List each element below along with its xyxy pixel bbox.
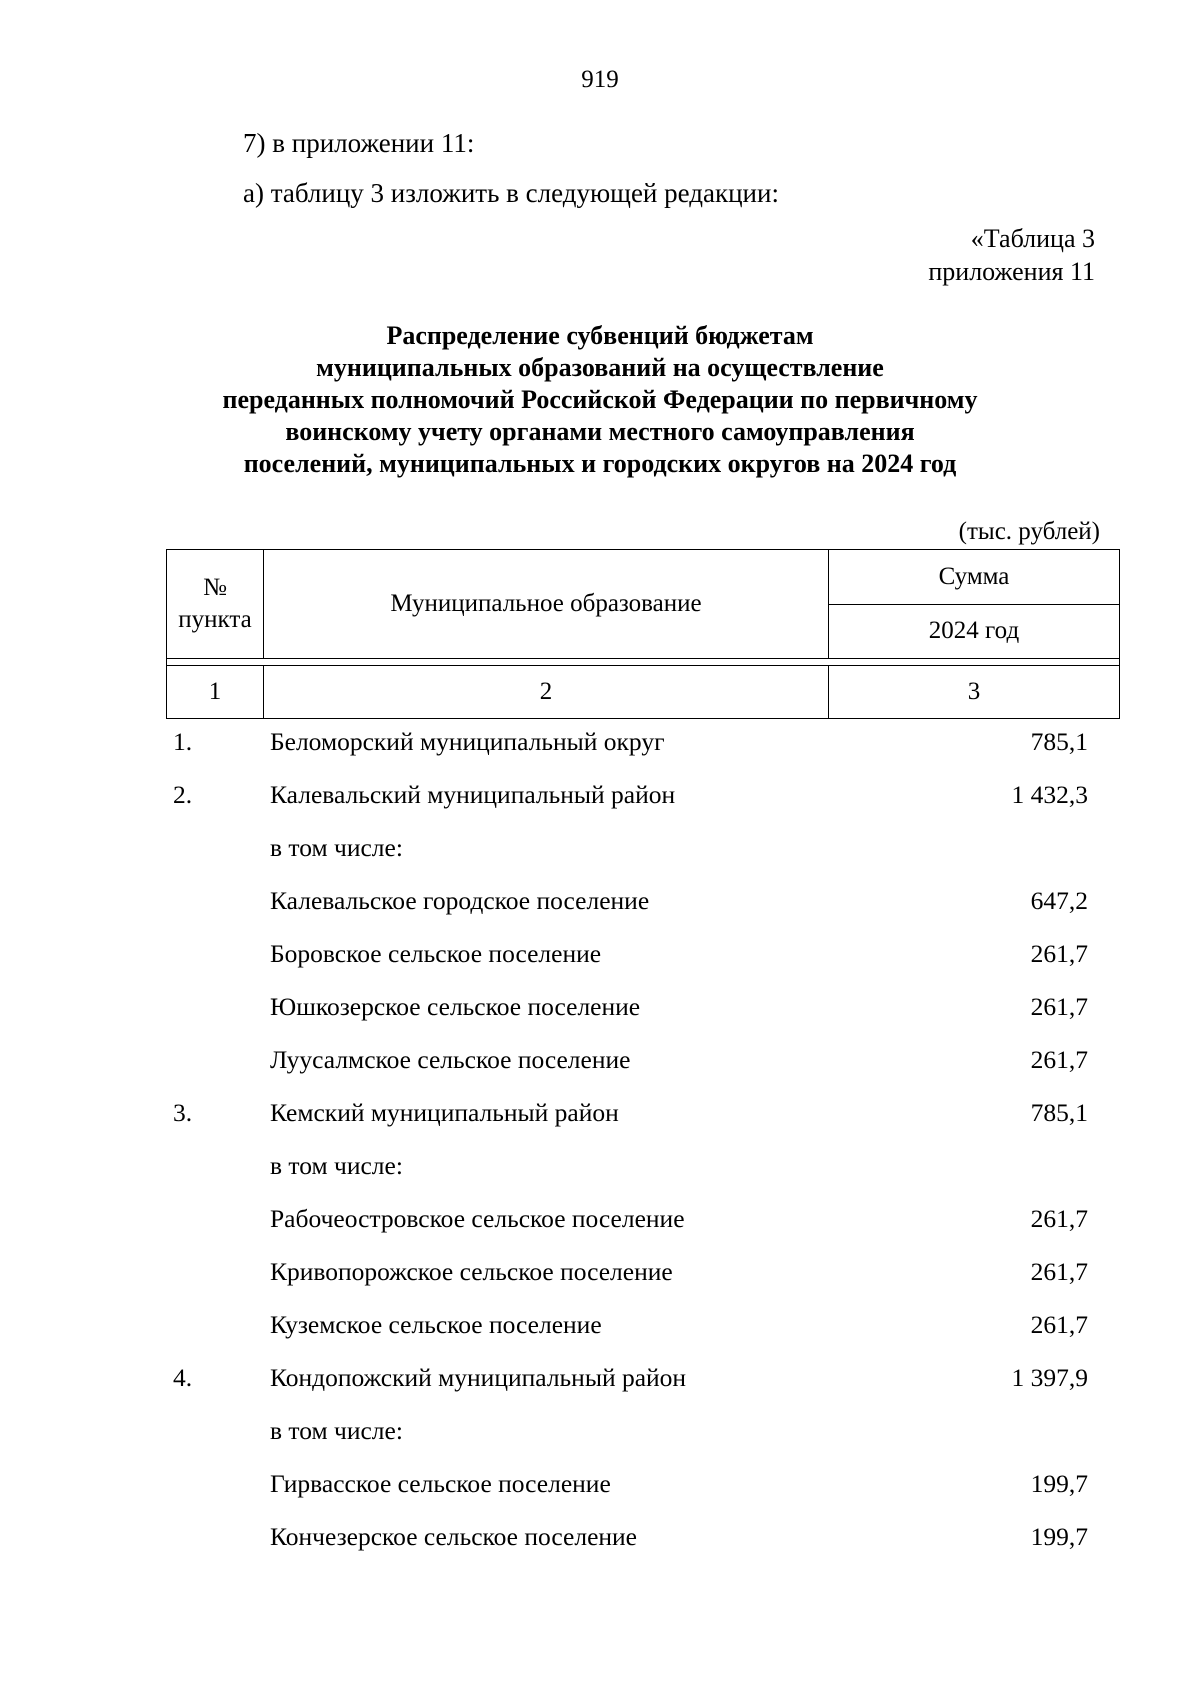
header-name-cell: Муниципальное образование <box>264 550 829 659</box>
row-name: Кемский муниципальный район <box>270 1098 619 1127</box>
paragraph-table-edit: а) таблицу 3 изложить в следующей редакции: <box>243 178 779 208</box>
header-year-cell: 2024 год <box>829 604 1120 659</box>
table-row <box>0 1299 1200 1352</box>
row-value: 199,7 <box>1030 1522 1088 1551</box>
title-line: Распределение субвенций бюджетам <box>386 321 814 350</box>
row-value: 199,7 <box>1030 1469 1088 1498</box>
row-value: 785,1 <box>1030 1098 1088 1127</box>
row-name: Кривопорожское сельское поселение <box>270 1257 673 1286</box>
table-header <box>166 549 1120 719</box>
row-number: 4. <box>173 1363 193 1392</box>
title-line: муниципальных образований на осуществление <box>316 353 884 382</box>
row-value: 261,7 <box>1030 1204 1088 1233</box>
table-row <box>0 1087 1200 1140</box>
table-body <box>0 716 1200 1564</box>
document-title <box>150 320 1050 480</box>
column-number-1: 1 <box>167 666 264 719</box>
table-row <box>0 928 1200 981</box>
row-name: Калевальское городское поселение <box>270 886 650 915</box>
row-number: 2. <box>173 780 193 809</box>
table-caption <box>928 222 1095 288</box>
row-name: Кондопожский муниципальный район <box>270 1363 687 1392</box>
units-label: (тыс. рублей) <box>958 518 1100 545</box>
table-row <box>0 716 1200 769</box>
table-row <box>0 1140 1200 1193</box>
row-name: в том числе: <box>270 1151 403 1180</box>
table-caption-line: «Таблица 3 <box>970 224 1095 253</box>
table-row <box>0 1511 1200 1564</box>
table-row <box>0 981 1200 1034</box>
title-line: переданных полномочий Российской Федерации по первичному <box>222 385 978 414</box>
header-number-cell <box>167 550 264 659</box>
row-value: 261,7 <box>1030 1257 1088 1286</box>
header-sum-cell: Сумма <box>829 550 1120 605</box>
row-name: Беломорский муниципальный округ <box>270 727 665 756</box>
table-caption-line: приложения 11 <box>928 257 1095 286</box>
table-row <box>0 1352 1200 1405</box>
page-number: 919 <box>581 66 619 93</box>
table-row <box>0 1458 1200 1511</box>
row-name: в том числе: <box>270 833 403 862</box>
title-line: воинскому учету органами местного самоуправления <box>285 417 915 446</box>
table-row <box>0 1405 1200 1458</box>
row-name: Гирвасское сельское поселение <box>270 1469 611 1498</box>
row-value: 261,7 <box>1030 1045 1088 1074</box>
row-name: Луусалмское сельское поселение <box>270 1045 631 1074</box>
column-number-3: 3 <box>829 666 1120 719</box>
table-row <box>0 769 1200 822</box>
column-number-2: 2 <box>264 666 829 719</box>
row-value: 261,7 <box>1030 1310 1088 1339</box>
header-number-sign: № <box>203 574 227 601</box>
title-line: поселений, муниципальных и городских округов на 2024 год <box>243 449 957 478</box>
row-name: в том числе: <box>270 1416 403 1445</box>
row-number: 1. <box>173 727 193 756</box>
table-row <box>0 1193 1200 1246</box>
row-value: 1 432,3 <box>1011 780 1088 809</box>
table-row <box>0 1034 1200 1087</box>
row-name: Калевальский муниципальный район <box>270 780 676 809</box>
row-number: 3. <box>173 1098 193 1127</box>
row-value: 1 397,9 <box>1011 1363 1088 1392</box>
row-value: 261,7 <box>1030 992 1088 1021</box>
row-value: 785,1 <box>1030 727 1088 756</box>
table-row <box>0 875 1200 928</box>
paragraph-appendix: 7) в приложении 11: <box>243 128 475 158</box>
row-name: Юшкозерское сельское поселение <box>270 992 641 1021</box>
table-row <box>0 822 1200 875</box>
row-name: Кончезерское сельское поселение <box>270 1522 637 1551</box>
table-row <box>0 1246 1200 1299</box>
row-value: 261,7 <box>1030 939 1088 968</box>
row-name: Куземское сельское поселение <box>270 1310 602 1339</box>
row-name: Рабочеостровское сельское поселение <box>270 1204 685 1233</box>
row-value: 647,2 <box>1030 886 1088 915</box>
header-number-label: пункта <box>178 606 252 633</box>
row-name: Боровское сельское поселение <box>270 939 602 968</box>
